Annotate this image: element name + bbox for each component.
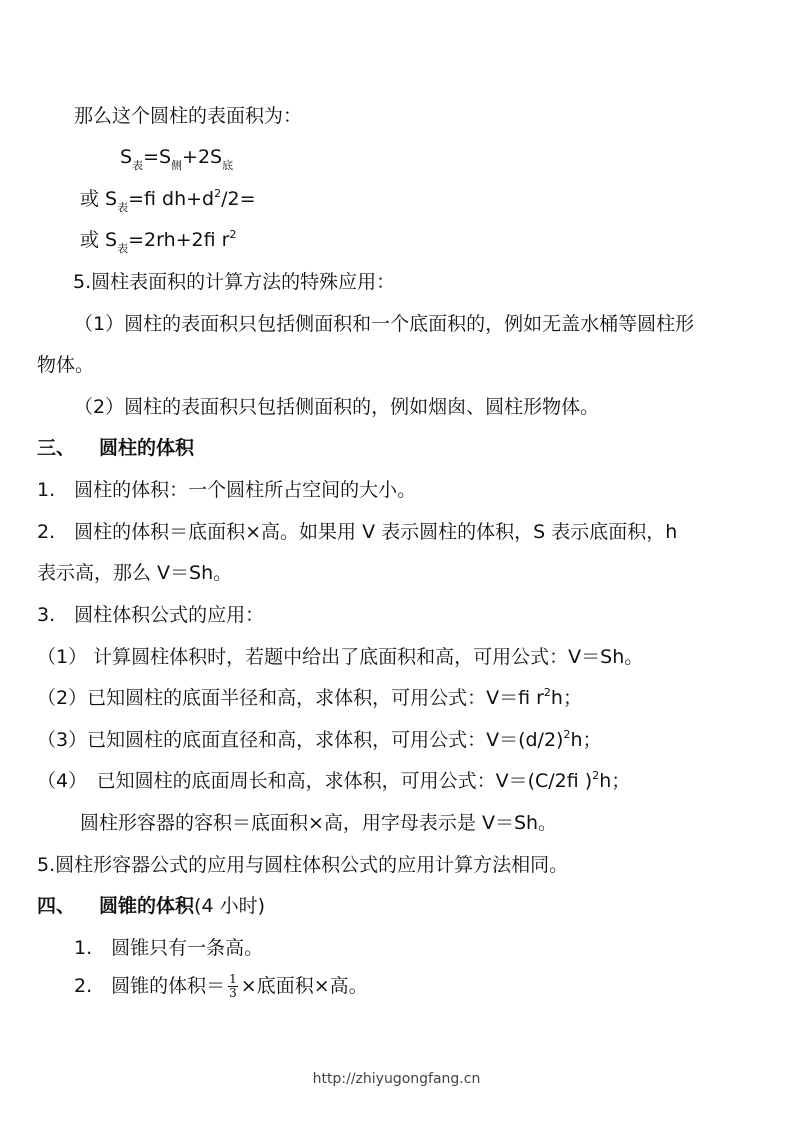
- section-number: 三、: [37, 437, 76, 459]
- superscript: 2: [229, 228, 237, 241]
- formula-diameter: [80, 187, 256, 214]
- subscript: 侧: [171, 159, 183, 172]
- formula-text: =fi dh+d: [128, 188, 215, 210]
- formula-radius: [80, 228, 236, 255]
- application-1: （1） 计算圆柱体积时，若题中给出了底面积和高，可用公式：V＝Sh。: [37, 646, 644, 668]
- formula-text: S: [120, 146, 133, 168]
- fraction: [228, 973, 238, 1000]
- formula-text: 2. 圆锥的体积＝: [74, 975, 226, 997]
- subscript: 底: [222, 159, 234, 172]
- cone-item-1: 1. 圆锥只有一条高。: [74, 937, 264, 959]
- formula-text: （4） 已知圆柱的底面周长和高，求体积，可用公式：V＝(C/2fi ): [37, 770, 593, 792]
- formula-text: ×底面积×高。: [240, 975, 368, 997]
- fraction-numerator: 1: [229, 972, 237, 986]
- surface-area-intro: 那么这个圆柱的表面积为：: [74, 105, 303, 127]
- formula-text: （3）已知圆柱的底面直径和高，求体积，可用公式：V＝(d/2): [37, 729, 564, 751]
- section-note: (4 小时): [194, 895, 265, 917]
- formula-text: 或 S: [80, 229, 118, 251]
- superscript: 2: [563, 728, 571, 741]
- cone-item-2: [74, 973, 368, 1000]
- application-4: [37, 769, 630, 796]
- superscript: 2: [592, 769, 600, 782]
- volume-item-2-cont: 表示高，那么 V＝Sh。: [37, 562, 233, 584]
- formula-text: （2）已知圆柱的底面半径和高，求体积，可用公式：V＝fi r: [37, 687, 544, 709]
- volume-item-2: 2. 圆柱的体积＝底面积×高。如果用 V 表示圆柱的体积，S 表示底面积，h: [37, 521, 678, 543]
- section-3-heading: [37, 436, 194, 460]
- formula-text: 或 S: [80, 188, 118, 210]
- volume-item-3: 3. 圆柱体积公式的应用：: [37, 604, 265, 626]
- fraction-denominator: 3: [229, 986, 237, 1000]
- special-application-2: （2）圆柱的表面积只包括侧面积的，例如烟囱、圆柱形物体。: [74, 396, 600, 418]
- volume-item-5: 5.圆柱形容器公式的应用与圆柱体积公式的应用计算方法相同。: [37, 854, 569, 876]
- volume-item-1: 1. 圆柱的体积：一个圆柱所占空间的大小。: [37, 479, 417, 501]
- formula-text: =2rh+2fi r: [128, 229, 230, 251]
- application-3: [37, 728, 602, 755]
- section-4-heading: [37, 894, 265, 918]
- superscript: 2: [214, 187, 222, 200]
- special-application-1-cont: 物体。: [37, 354, 95, 376]
- formula-text: h；: [599, 770, 631, 792]
- formula-text: /2=: [221, 188, 256, 210]
- subscript: 表: [117, 201, 129, 214]
- footer-url: http://zhiyugongfang.cn: [312, 1071, 481, 1087]
- special-application-1: （1）圆柱的表面积只包括侧面积和一个底面积的，例如无盖水桶等圆柱形: [74, 313, 695, 335]
- subscript: 表: [117, 242, 129, 255]
- subscript: 表: [132, 159, 144, 172]
- formula-text: +2S: [182, 146, 223, 168]
- application-2: [37, 686, 582, 713]
- container-volume: 圆柱形容器的容积＝底面积×高，用字母表示是 V＝Sh。: [80, 812, 558, 834]
- superscript: 2: [543, 686, 551, 699]
- formula-text: =S: [143, 146, 172, 168]
- formula-text: h；: [570, 729, 602, 751]
- section-number: 四、: [37, 895, 76, 917]
- formula-surface-area: [120, 145, 233, 172]
- section-title: 圆柱的体积: [99, 437, 195, 459]
- section-title: 圆锥的体积: [99, 895, 195, 917]
- special-application-title: 5.圆柱表面积的计算方法的特殊应用：: [73, 271, 396, 293]
- formula-text: h；: [550, 687, 582, 709]
